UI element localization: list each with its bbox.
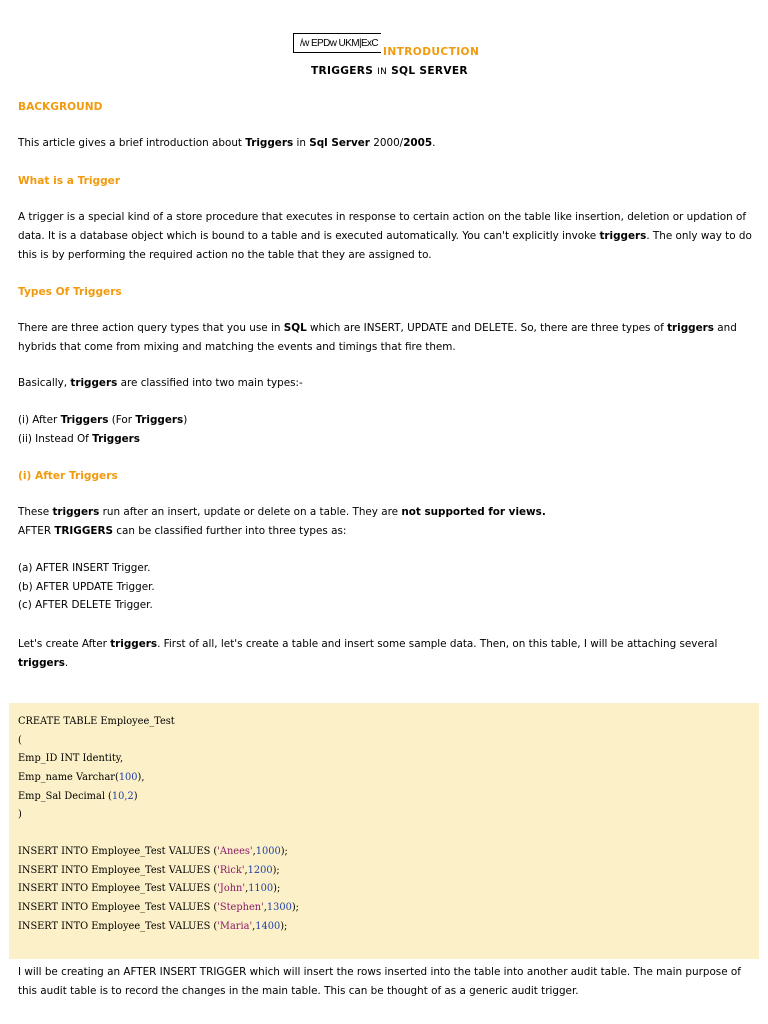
after-triggers-line-2: AFTER TRIGGERS can be classified further into three types as: xyxy=(18,525,347,537)
code-line: ( xyxy=(18,735,22,746)
after-triggers-heading: (i) After Triggers xyxy=(18,470,118,482)
page-title: TRIGGERS IN SQL SERVER xyxy=(311,65,468,77)
create-paragraph: Let's create After triggers. First of all, let's create a table and insert some sample data. Then, on this table, I will be attaching several triggers. xyxy=(18,638,718,669)
types-heading: Types Of Triggers xyxy=(18,286,122,298)
background-paragraph: This article gives a brief introduction about Triggers in Sql Server 2000/2005. xyxy=(18,137,436,149)
code-insert-line: INSERT INTO Employee_Test VALUES ('John',1100); xyxy=(18,883,281,894)
types-paragraph: There are three action query types that you use in SQL which are INSERT, UPDATE and DELETE. So, there are three types of triggers and hybrids that come from mixing and matching the events and timings that fire them. xyxy=(18,322,737,353)
code-insert-line: INSERT INTO Employee_Test VALUES ('Anees',1000); xyxy=(18,846,288,857)
basically-line: Basically, triggers are classified into two main types:- xyxy=(18,377,303,389)
code-line: Emp_Sal Decimal (10,2) xyxy=(18,791,138,802)
what-is-trigger-paragraph: A trigger is a special kind of a store procedure that executes in response to certain action on the table like insertion, deletion or updation of data. It is a database object which is bound to a table and is executed automatically. You can't explicitly invoke triggers. The only way to do this is by performing the required action no the table that they are assigned to. xyxy=(18,211,752,261)
type-after-update: (b) AFTER UPDATE Trigger. xyxy=(18,581,155,593)
list-item-after: (i) After Triggers (For Triggers) xyxy=(18,414,188,426)
background-heading: BACKGROUND xyxy=(18,101,103,113)
code-line: CREATE TABLE Employee_Test xyxy=(18,716,175,727)
code-line: ) xyxy=(18,809,22,820)
what-is-trigger-heading: What is a Trigger xyxy=(18,175,121,187)
code-insert-line: INSERT INTO Employee_Test VALUES ('Maria',1400); xyxy=(18,921,288,932)
final-paragraph: I will be creating an AFTER INSERT TRIGGER which will insert the rows inserted into the table into another audit table. The main purpose of this audit table is to record the changes in the main table. This can be thought of as a generic audit trigger. xyxy=(18,966,741,997)
code-line: Emp_ID INT Identity, xyxy=(18,753,124,764)
type-after-delete: (c) AFTER DELETE Trigger. xyxy=(18,599,153,611)
code-insert-line: INSERT INTO Employee_Test VALUES ('Stephen',1300); xyxy=(18,902,299,913)
introduction-label: INTRODUCTION xyxy=(383,46,480,58)
code-insert-line: INSERT INTO Employee_Test VALUES ('Rick',1200); xyxy=(18,865,280,876)
code-line: Emp_name Varchar(100), xyxy=(18,772,145,783)
list-item-instead-of: (ii) Instead Of Triggers xyxy=(18,433,140,445)
type-after-insert: (a) AFTER INSERT Trigger. xyxy=(18,562,151,574)
after-triggers-line-1: These triggers run after an insert, update or delete on a table. They are not supported for views. xyxy=(18,506,546,518)
garbled-form-field: /w EPDw UKM|ExC xyxy=(293,33,381,53)
